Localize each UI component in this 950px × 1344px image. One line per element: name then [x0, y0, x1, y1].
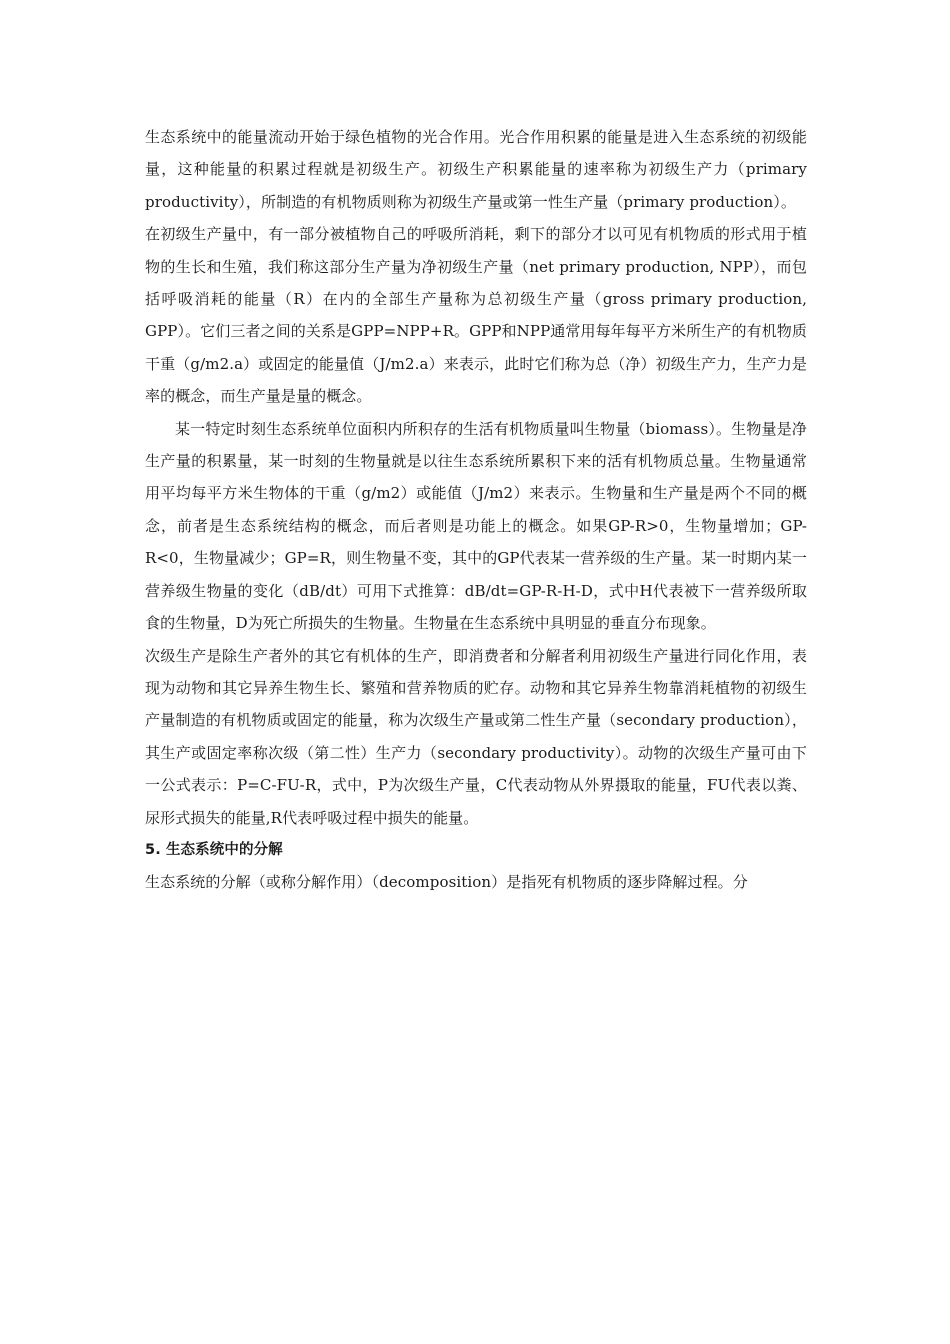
- paragraph-net-primary-production: 在初级生产量中，有一部分被植物自己的呼吸所消耗，剩下的部分才以可见有机物质的形式用于植物的生长和生殖，我们称这部分生产量为净初级生产量（net primary production, NPP），而包括呼吸消耗的能量（R）在内的全部生产量称为总初级生产量（gross primary production, GPP）。它们三者之间的关系是GPP=NPP+R。GPP和NPP通常用每年每平方米所生产的有机物质干重（g/m2.a）或固定的能量值（J/m2.a）来表示，此时它们称为总（净）初级生产力，生产力是率的概念，而生产量是量的概念。: [145, 225, 807, 406]
- document-body: [145, 121, 807, 899]
- paragraph-biomass: 某一特定时刻生态系统单位面积内所积存的生活有机物质量叫生物量（biomass）。生物量是净生产量的积累量，某一时刻的生物量就是以往生态系统所累积下来的活有机物质总量。生物量通常用平均每平方米生物体的干重（g/m2）或能值（J/m2）来表示。生物量和生产量是两个不同的概念，前者是生态系统结构的概念，而后者则是功能上的概念。如果GP-R>0，生物量增加；GP-R<0，生物量减少；GP=R，则生物量不变，其中的GP代表某一营养级的生产量。某一时期内某一营养级生物量的变化（dB/dt）可用下式推算：dB/dt=GP-R-H-D，式中H代表被下一营养级所取食的生物量，D为死亡所损失的生物量。生物量在生态系统中具明显的垂直分布现象。: [145, 419, 807, 633]
- paragraph-decomposition: 生态系统的分解（或称分解作用）（decomposition）是指死有机物质的逐步降解过程。分: [145, 873, 748, 892]
- section-heading-decomposition: 5. 生态系统中的分解: [145, 841, 283, 858]
- paragraph-secondary-production: 次级生产是除生产者外的其它有机体的生产，即消费者和分解者利用初级生产量进行同化作用，表现为动物和其它异养生物生长、繁殖和营养物质的贮存。动物和其它异养生物靠消耗植物的初级生产量制造的有机物质或固定的能量，称为次级生产量或第二性生产量（secondary production），其生产或固定率称次级（第二性）生产力（secondary productivity）。动物的次级生产量可由下一公式表示：P=C-FU-R，式中，P为次级生产量，C代表动物从外界摄取的能量，FU代表以粪、尿形式损失的能量,R代表呼吸过程中损失的能量。: [145, 646, 807, 827]
- paragraph-primary-production: 生态系统中的能量流动开始于绿色植物的光合作用。光合作用积累的能量是进入生态系统的初级能量，这种能量的积累过程就是初级生产。初级生产积累能量的速率称为初级生产力（primary productivity），所制造的有机物质则称为初级生产量或第一性生产量（primary production）。: [145, 128, 807, 211]
